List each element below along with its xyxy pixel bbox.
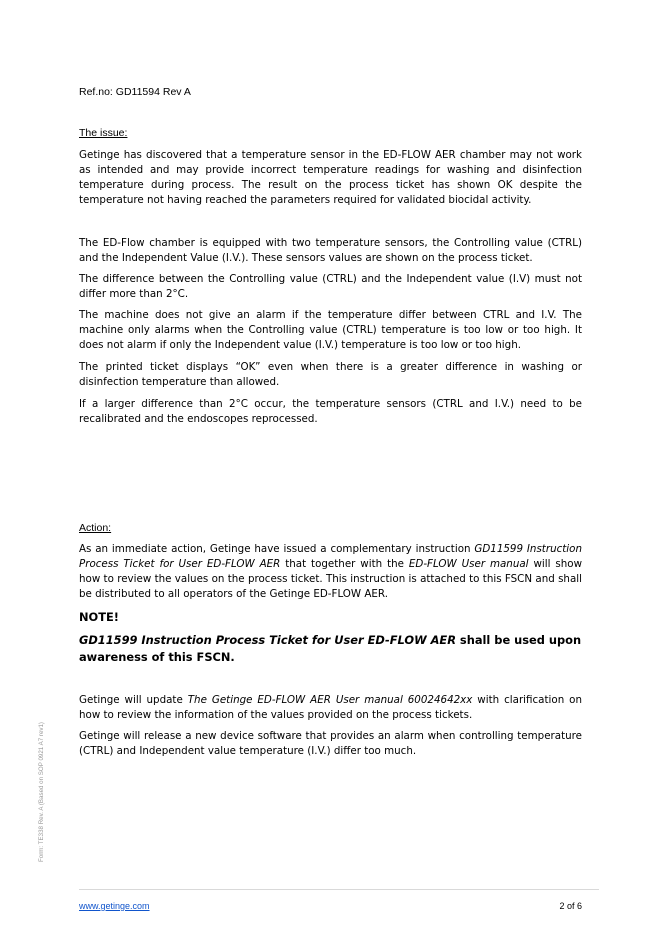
issue-paragraph-3: The difference between the Controlling value (CTRL) and the Independent value (I.V) must not differ more than 2°C. (79, 273, 582, 300)
update-paragraph (79, 693, 582, 723)
action-text-1: As an immediate action, Getinge have issued a complementary instruction (79, 543, 475, 555)
update-text-1: Getinge will update (79, 694, 188, 706)
note-instruction-title: GD11599 Instruction Process Ticket for User ED-FLOW AER (79, 633, 456, 647)
software-paragraph: Getinge will release a new device software that provides an alarm when controlling temperature (CTRL) and Independent value temperature (I.V.) differ too much. (79, 730, 582, 757)
issue-paragraph-6: If a larger difference than 2°C occur, the temperature sensors (CTRL and I.V.) need to be recalibrated and the endoscopes reprocessed. (79, 398, 582, 425)
form-reference-side-note: Form: TE338 Rev. A (Based on SOP 0921 A7 rev1) (38, 722, 45, 862)
action-instruction-title: GD11599 Instruction Process Ticket for User ED-FLOW AER (79, 543, 582, 570)
update-manual-title: The Getinge ED-FLOW AER User manual 60024642xx (187, 694, 473, 706)
note-rest: shall be used upon awareness of this FSCN. (79, 633, 582, 664)
action-text-2: that together with the (280, 558, 409, 570)
reference-number: Ref.no: GD11594 Rev A (79, 86, 191, 98)
issue-paragraph-4: The machine does not give an alarm if the temperature differ between CTRL and I.V. The machine only alarms when the Controlling value (CTRL) temperature is too low or too high. It does not alarm if only the Independent value (I.V.) temperature is too low or too high. (79, 309, 582, 351)
footer-page-number: 2 of 6 (559, 901, 582, 911)
action-heading: Action: (79, 522, 112, 534)
footer-website-link[interactable]: www.getinge.com (79, 901, 150, 911)
action-manual-title: ED-FLOW User manual (408, 558, 529, 570)
issue-heading: The issue: (79, 127, 128, 139)
note-text (79, 632, 582, 666)
issue-paragraph-2: The ED-Flow chamber is equipped with two temperature sensors, the Controlling value (CTRL) and the Independent Value (I.V.). These sensors values are shown on the process ticket. (79, 237, 582, 264)
update-text-2: with clarification on how to review the information of the values provided on the process tickets. (79, 694, 582, 721)
issue-paragraph-5: The printed ticket displays “OK” even when there is a greater difference in washing or disinfection temperature than allowed. (79, 361, 582, 388)
note-title: NOTE! (79, 610, 119, 624)
issue-paragraph-1: Getinge has discovered that a temperature sensor in the ED-FLOW AER chamber may not work as intended and may provide incorrect temperature readings for washing and disinfection temperature during process. The result on the process ticket has shown OK despite the temperature not having reached the parameters required for validated biocidal activity. (79, 149, 582, 206)
action-text-3: will show how to review the values on the process ticket. This instruction is attached to this FSCN and shall be distributed to all operators of the Getinge ED-FLOW AER. (79, 558, 582, 600)
footer-divider (79, 889, 599, 890)
action-paragraph (79, 542, 582, 602)
